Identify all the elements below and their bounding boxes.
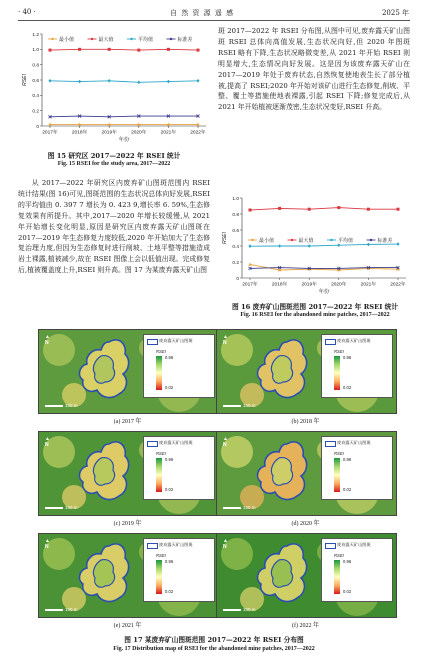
page-number: · 40 · — [18, 8, 36, 16]
map-legend — [321, 334, 393, 398]
data-point — [78, 48, 81, 51]
legend-marker — [370, 239, 372, 241]
data-point — [108, 48, 111, 51]
data-point — [248, 244, 251, 248]
data-point — [337, 243, 340, 247]
legend-index-label: RSEI — [334, 349, 344, 354]
rsei-map-panel — [216, 431, 397, 516]
x-tick-label: 2019年 — [101, 130, 117, 136]
legend-marker — [91, 38, 93, 40]
north-arrow-icon: ▲ N — [223, 436, 228, 448]
legend-label: 平均值 — [138, 36, 154, 43]
data-point — [167, 48, 170, 51]
north-arrow-icon: ▲ N — [223, 334, 228, 346]
map-legend — [143, 436, 215, 500]
y-tick-label: 0.8 — [32, 63, 39, 69]
legend-marker — [130, 38, 132, 40]
y-tick-label: 0.6 — [232, 228, 239, 234]
x-tick-label: 2017年 — [242, 282, 258, 288]
data-point — [308, 244, 311, 248]
color-ramp — [156, 458, 162, 492]
patch-swatch — [325, 339, 336, 345]
legend-marker — [330, 239, 332, 241]
right-paragraph: 斑 2017—2022 年 RSEI 分布图,从图中可见,废弃露天矿山图斑 RSEI 总体向高值发展,生态状况向好,但 2020 年图斑 RSEI 略有下降,生态状况略微变差,从 2021 年开始 RSEI 则明显增大,生态情况向好发展。这是因为该废弃露天矿山在 2017—2019 年处于废弃状态,自然恢复使地表生长了部分植被,提高了 RSEI;2020 年开始对该矿山进行生态修复,削坡、平整、覆土等措施使地表裸露,引起 RSEI 下降;修复完成后,从 2021 年开始植被逐渐茂密,生态状况变好,RSEI 升高。 — [218, 27, 410, 112]
left-paragraph: 从 2017—2022 年研究区内废弃矿山图斑范围内 RSEI 统计结果(图 16)可见,图斑范围的生态状况总体向好发展,RSEI 的平均值由 0. 397 7 增长为 0. 423 9,增长率 6. 59%,生态修复效果有所提升。其中,2017—2020 年增长较缓慢,从 2021 年开始增长变化明显,原因是研究区内废弃露天矿山图斑在 2017—2019 年生态修复力度较低,2020 年开始加大了生态修复治理力度,但因为生态修复时进行削坡、土地平整等措施造成岩土裸露,植被减少,故在 RSEI 图像上会以低值出现。完成修复后,植被覆盖度上升,RSEI 则升高。图 17 为某废弃露天矿山图 — [18, 179, 210, 275]
legend-label: 平均值 — [338, 237, 354, 244]
legend-marker — [291, 239, 293, 241]
legend-high-value: 0.96 — [343, 559, 352, 564]
fig17-caption-cn: 图 17 某废弃矿山图斑范围 2017—2022 年 RSEI 分布图 — [124, 636, 304, 644]
y-tick-label: 1.2 — [32, 32, 39, 38]
color-ramp — [156, 560, 162, 594]
fig15-caption-cn: 图 15 研究区 2017—2022 年 RSEI 统计 — [47, 152, 181, 160]
rsei-map-panel — [216, 329, 397, 414]
legend-low-value: 0.02 — [165, 589, 174, 594]
data-point — [248, 263, 251, 266]
y-axis-label: RSEI — [22, 73, 28, 87]
series-line — [50, 49, 198, 50]
legend-high-value: 0.96 — [165, 355, 174, 360]
series-line — [50, 116, 198, 117]
data-point — [167, 80, 170, 84]
x-axis-label: 年份 — [318, 289, 330, 295]
series-line — [50, 81, 198, 83]
color-ramp — [334, 356, 340, 390]
data-point — [367, 243, 370, 247]
x-tick-label: 2017年 — [42, 130, 58, 136]
fig15-caption-en: Fig. 15 RSEI for the study area, 2017—2022 — [57, 161, 171, 167]
data-point — [196, 79, 199, 83]
series-line — [250, 208, 398, 210]
north-arrow-icon: ▲ N — [45, 436, 50, 448]
map-panel-label: (b) 2018 年 — [291, 419, 320, 425]
legend-high-value: 0.96 — [343, 355, 352, 360]
legend-high-value: 0.96 — [165, 457, 174, 462]
legend-label: 标准差 — [377, 237, 393, 244]
legend-patch-label: 废弃露天矿山图斑 — [159, 440, 193, 445]
color-ramp — [334, 458, 340, 492]
data-point — [137, 81, 140, 85]
map-panel-label: (a) 2017 年 — [113, 419, 142, 425]
data-point — [197, 49, 200, 52]
fig15-svg — [20, 28, 210, 146]
fig15-chart — [20, 28, 210, 146]
data-point — [108, 79, 111, 83]
rsei-map-panel — [38, 533, 219, 618]
scale-bar: 150 m — [223, 403, 256, 408]
x-tick-label: 2018年 — [71, 130, 88, 136]
legend-label: 最大值 — [298, 237, 314, 244]
map-legend — [143, 334, 215, 398]
north-arrow-icon: ▲ N — [223, 538, 228, 550]
legend-low-value: 0.02 — [343, 589, 352, 594]
rsei-map-panel — [38, 329, 219, 414]
map-legend — [321, 436, 393, 500]
patch-swatch — [147, 543, 158, 549]
legend-high-value: 0.96 — [165, 559, 174, 564]
series-line — [250, 244, 398, 246]
data-point — [396, 242, 399, 246]
legend-patch-label: 废弃露天矿山图斑 — [159, 338, 193, 343]
left-column-text — [18, 178, 210, 276]
legend-patch-label: 废弃露天矿山图斑 — [337, 542, 371, 547]
legend-patch-label: 废弃露天矿山图斑 — [159, 542, 193, 547]
map-panel-label: (d) 2020 年 — [291, 521, 320, 527]
y-tick-label: 0 — [36, 124, 39, 130]
rsei-map-panel — [216, 533, 397, 618]
y-tick-label: 1.0 — [32, 48, 39, 54]
data-point — [48, 79, 51, 83]
map-panel-label: (c) 2019 年 — [113, 521, 142, 527]
scale-bar: 150 m — [223, 607, 256, 612]
scale-bar: 150 m — [45, 505, 78, 510]
y-tick-label: 0.8 — [232, 212, 239, 218]
legend-low-value: 0.02 — [165, 385, 174, 390]
legend-high-value: 0.96 — [343, 457, 352, 462]
patch-swatch — [325, 543, 336, 549]
y-tick-label: 0 — [236, 276, 239, 282]
data-point — [278, 207, 281, 210]
legend-low-value: 0.02 — [343, 487, 352, 492]
fig17-caption-en: Fig. 17 Distribution map of RSEI for the abandoned mine patches, 2017—2022 — [113, 646, 315, 652]
x-axis-label: 年份 — [118, 137, 130, 143]
patch-swatch — [325, 441, 336, 447]
x-tick-label: 2022年 — [390, 282, 406, 288]
fig16-svg — [220, 192, 410, 298]
legend-marker — [51, 38, 53, 40]
scale-bar: 150 m — [223, 505, 256, 510]
legend-patch-label: 废弃露天矿山图斑 — [337, 338, 371, 343]
data-point — [78, 80, 81, 84]
legend-low-value: 0.02 — [165, 487, 174, 492]
x-tick-label: 2021年 — [360, 282, 377, 288]
data-point — [49, 49, 52, 52]
y-tick-label: 0.6 — [32, 78, 39, 84]
y-tick-label: 1.0 — [232, 196, 239, 202]
map-legend — [143, 538, 215, 602]
fig16-caption-en: Fig. 16 RSEI for the abandoned mine patches, 2017—2022 — [240, 312, 390, 318]
fig16-chart — [220, 192, 410, 298]
data-point — [337, 206, 340, 209]
scale-bar: 150 m — [45, 607, 78, 612]
x-tick-label: 2020年 — [131, 130, 147, 136]
patch-swatch — [147, 339, 158, 345]
map-panel-label: (f) 2022 年 — [292, 623, 319, 629]
journal-name: 自 然 资 源 遥 感 — [170, 9, 235, 17]
north-arrow-icon: ▲ N — [45, 538, 50, 550]
legend-marker — [251, 239, 253, 241]
header-rule — [18, 20, 410, 21]
x-tick-label: 2020年 — [331, 282, 347, 288]
x-tick-label: 2018年 — [271, 282, 288, 288]
legend-label: 标准差 — [177, 36, 193, 43]
legend-label: 最大值 — [98, 36, 114, 43]
patch-swatch — [147, 441, 158, 447]
rsei-map-panel — [38, 431, 219, 516]
fig16-caption-cn: 图 16 废弃矿山图斑范围 2017—2022 年 RSEI 统计 — [231, 303, 399, 311]
legend-index-label: RSEI — [156, 451, 166, 456]
data-point — [308, 208, 311, 211]
legend-low-value: 0.02 — [343, 385, 352, 390]
journal-year: 2025 年 — [381, 9, 409, 17]
x-tick-label: 2021年 — [160, 130, 177, 136]
y-axis-label: RSEI — [222, 231, 228, 245]
color-ramp — [334, 560, 340, 594]
y-tick-label: 0.2 — [232, 260, 239, 266]
y-tick-label: 0.4 — [32, 94, 39, 100]
legend-label: 最小值 — [259, 237, 275, 244]
legend-index-label: RSEI — [156, 349, 166, 354]
legend-index-label: RSEI — [334, 451, 344, 456]
y-tick-label: 0.4 — [232, 244, 239, 250]
data-point — [397, 208, 400, 211]
legend-label: 最小值 — [59, 36, 75, 43]
color-ramp — [156, 356, 162, 390]
data-point — [367, 208, 370, 211]
legend-index-label: RSEI — [334, 553, 344, 558]
right-column-text — [218, 26, 410, 113]
y-tick-label: 0.2 — [32, 109, 39, 115]
map-legend — [321, 538, 393, 602]
data-point — [137, 49, 140, 52]
north-arrow-icon: ▲ N — [45, 334, 50, 346]
data-point — [278, 244, 281, 248]
map-panel-label: (e) 2021 年 — [113, 623, 142, 629]
legend-index-label: RSEI — [156, 553, 166, 558]
scale-bar: 150 m — [45, 403, 78, 408]
x-tick-label: 2019年 — [301, 282, 317, 288]
x-tick-label: 2022年 — [190, 130, 206, 136]
legend-marker — [170, 38, 172, 40]
legend-patch-label: 废弃露天矿山图斑 — [337, 440, 371, 445]
data-point — [249, 209, 252, 212]
